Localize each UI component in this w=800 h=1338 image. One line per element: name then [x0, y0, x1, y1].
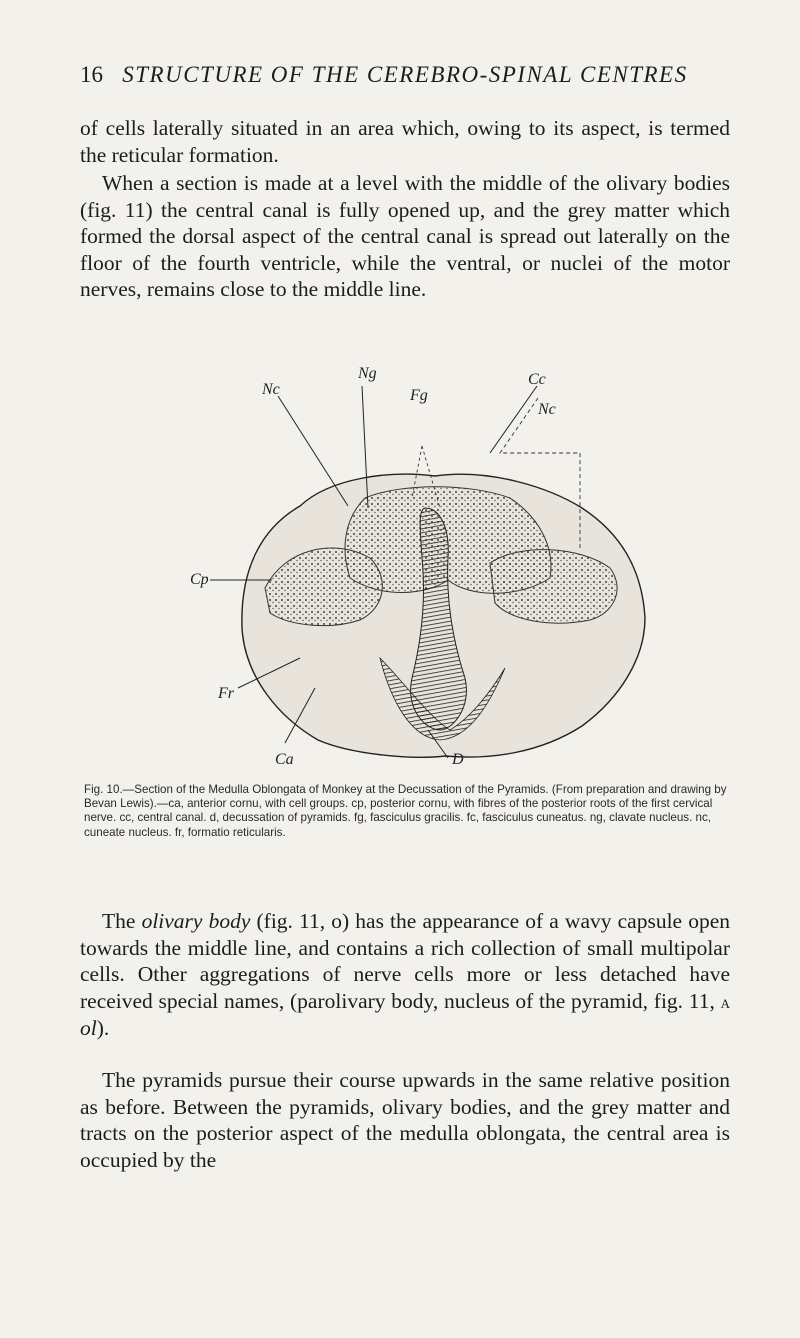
figure-caption	[84, 783, 734, 840]
paragraph-2: When a section is made at a level with the middle of the olivary bodies (fig. 11) the central canal is fully opened up, and the grey matter which formed the dorsal aspect of the central canal is spread out laterally on the floor of the fourth ventricle, while the ventral, or nuclei of the motor nerves, remains close to the middle line.	[80, 171, 730, 302]
label-nc-left: Nc	[262, 381, 280, 398]
caption-body: (From preparation and drawing by Bevan Lewis).—ca, anterior cornu, with cell groups. cp, posterior cornu, with fibres of the posterior roots of the first cervical nerve. cc, central canal. d, decussation of pyramids. fg, fasciculus gracilis. fc, fasciculus cuneatus. ng, clavate nucleus. nc, cuneate nucleus. fr, formatio reticularis.	[84, 783, 727, 839]
p3-small-cap: a	[720, 991, 730, 1012]
page-number: 16	[80, 62, 103, 87]
running-head	[80, 62, 740, 88]
label-ng: Ng	[358, 365, 377, 382]
p3-ol: ol	[80, 1016, 97, 1041]
paragraph-1: of cells laterally situated in an area which, owing to its aspect, is termed the reticular formation.	[80, 116, 730, 167]
label-nc-right: Nc	[538, 401, 556, 418]
paragraph-3	[80, 908, 730, 1042]
caption-head: Fig. 10.—Section of the Medulla Oblongata of Monkey at the Decussation of the Pyramids.	[84, 783, 549, 796]
p3-start: The	[102, 909, 142, 933]
right-grey-mass	[490, 550, 617, 624]
medulla-figure	[190, 358, 660, 780]
label-cc: Cc	[528, 371, 546, 388]
paragraph-4: The pyramids pursue their course upwards in the same relative position as before. Between the pyramids, olivary bodies, and the grey matter and tracts on the posterior aspect of the medulla oblongata, the central area is occupied by the	[80, 1068, 730, 1172]
label-ca: Ca	[275, 751, 294, 768]
label-cp: Cp	[190, 571, 209, 588]
label-d: D	[452, 751, 464, 768]
label-fg: Fg	[410, 387, 428, 404]
label-fr: Fr	[218, 685, 234, 702]
p3-end: ).	[96, 1016, 110, 1041]
p3-middle: (fig. 11, o) has the appearance of a wavy capsule open towards the middle line, and contains a rich collection of small multipolar cells. Other aggregations of nerve cells more or less detached have received special names, (parolivary body, nucleus of the pyramid, fig. 11,	[80, 909, 731, 1013]
medulla-section-drawing	[190, 358, 660, 780]
p3-olivary-body: olivary body	[141, 909, 251, 933]
running-title: STRUCTURE OF THE CEREBRO-SPINAL CENTRES	[122, 62, 688, 87]
